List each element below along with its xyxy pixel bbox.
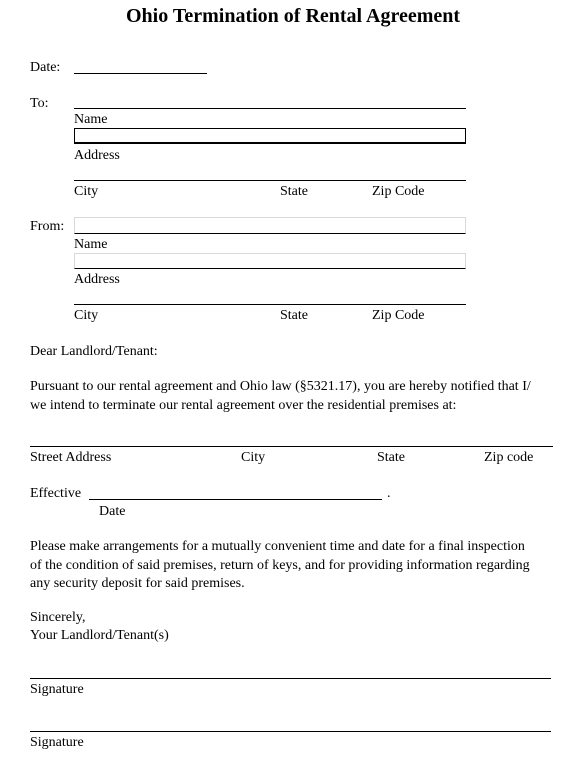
from-name-label: Name	[74, 237, 108, 252]
from-city-label: City	[74, 308, 99, 323]
to-city-label: City	[74, 184, 99, 199]
to-zip-label: Zip Code	[372, 184, 425, 199]
effective-label: Effective	[30, 486, 82, 501]
salutation: Dear Landlord/Tenant:	[30, 344, 158, 359]
premises-address-line[interactable]	[30, 446, 553, 447]
from-address-label: Address	[74, 272, 120, 287]
from-address-field[interactable]	[74, 253, 466, 269]
arrangements-line-2: of the condition of said premises, return of keys, and for providing information regarding	[30, 558, 530, 573]
to-name-label: Name	[74, 112, 108, 127]
date-label: Date:	[30, 60, 61, 75]
document-title: Ohio Termination of Rental Agreement	[125, 5, 461, 27]
premises-city-label: City	[241, 450, 266, 465]
to-city-line[interactable]	[74, 180, 466, 181]
arrangements-line-3: any security deposit for said premises.	[30, 576, 245, 591]
closing: Sincerely,	[30, 610, 86, 625]
from-state-label: State	[280, 308, 308, 323]
notice-line-1: Pursuant to our rental agreement and Ohio law (§5321.17), you are hereby notified that I/	[30, 379, 531, 394]
signature-label-2: Signature	[30, 735, 84, 750]
premises-state-label: State	[377, 450, 405, 465]
arrangements-line-1: Please make arrangements for a mutually convenient time and date for a final inspection	[30, 539, 525, 554]
premises-zip-label: Zip code	[484, 450, 534, 465]
effective-date-line[interactable]	[89, 499, 382, 500]
effective-period: .	[387, 486, 391, 501]
premises-street-label: Street Address	[30, 450, 112, 465]
from-zip-label: Zip Code	[372, 308, 425, 323]
notice-line-2: we intend to terminate our rental agreement over the residential premises at:	[30, 398, 457, 413]
from-label: From:	[30, 219, 65, 234]
date-input-line[interactable]	[74, 73, 207, 74]
signature-label-1: Signature	[30, 682, 84, 697]
signature-line-1[interactable]	[30, 678, 551, 679]
to-address-field[interactable]	[74, 128, 466, 144]
effective-date-label: Date	[99, 504, 126, 519]
from-name-field[interactable]	[74, 217, 466, 234]
to-name-line[interactable]	[74, 108, 466, 109]
closing-name: Your Landlord/Tenant(s)	[30, 628, 169, 643]
to-label: To:	[30, 96, 49, 111]
to-address-label: Address	[74, 148, 120, 163]
from-city-line[interactable]	[74, 304, 466, 305]
signature-line-2[interactable]	[30, 731, 551, 732]
to-state-label: State	[280, 184, 308, 199]
